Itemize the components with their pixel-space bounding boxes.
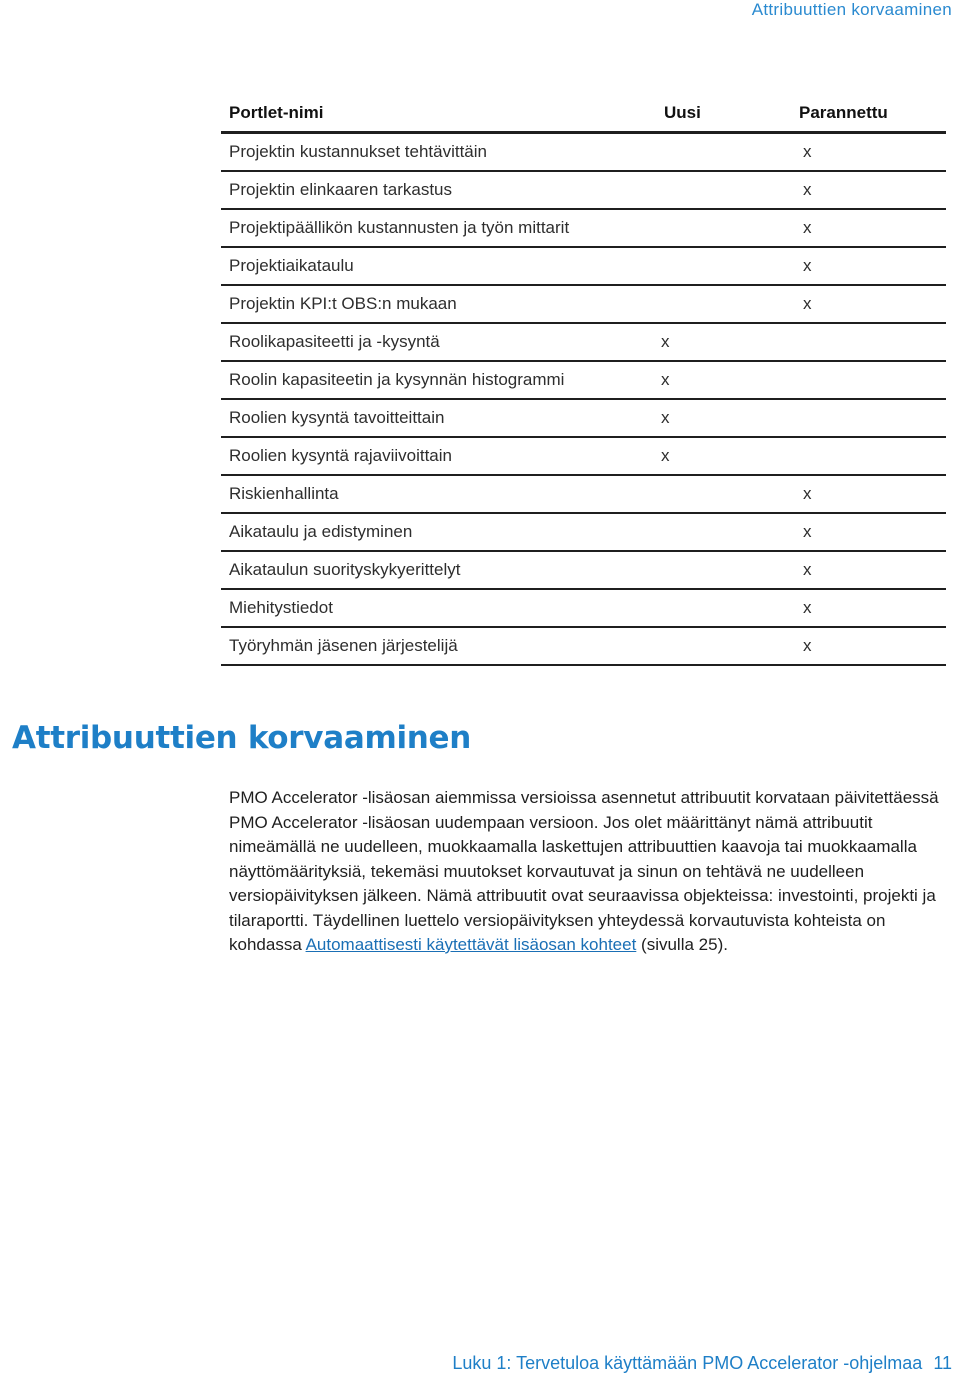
cell-improved-mark: x [787,171,946,209]
cell-improved-mark: x [787,513,946,551]
cell-improved-mark: x [787,285,946,323]
cell-portlet-name: Roolikapasiteetti ja -kysyntä [221,323,649,361]
cell-new-mark [649,133,787,172]
cell-improved-mark: x [787,627,946,665]
portlet-table [221,95,946,666]
cell-improved-mark: x [787,475,946,513]
cell-improved-mark: x [787,247,946,285]
cell-improved-mark: x [787,209,946,247]
cell-new-mark [649,551,787,589]
cross-reference-link[interactable]: Automaattisesti käytettävät lisäosan kohteet [305,935,637,954]
cell-new-mark [649,589,787,627]
cell-improved-mark: x [787,589,946,627]
table-header-row [221,95,946,133]
cell-new-mark [649,285,787,323]
paragraph-text: PMO Accelerator -lisäosan aiemmissa versioissa asennetut attribuutit korvataan päivitettäessä PMO Accelerator -lisäosan uudempaan versioon. Jos olet määrittänyt nämä attribuutit nimeämällä ne uudelleen, muokkaamalla laskettujen attribuuttien kaavoja tai muokkaamalla näyttömäärityksiä, tekemäsi muutokset korvautuvat ja sinun on tehtävä ne uudelleen versiopäivityksen jälkeen. Nämä attribuutit ovat seuraavissa objekteissa: investointi, projekti ja tilaraportti. Täydellinen luettelo versiopäivityksen yhteydessä korvautuvista kohteista on kohdassa [229,788,939,954]
paragraph-text-end: (sivulla 25). [636,935,728,954]
running-header: Attribuuttien korvaaminen [751,0,952,19]
cell-new-mark [649,247,787,285]
cell-portlet-name: Projektipäällikön kustannusten ja työn mittarit [221,209,649,247]
table-row [221,475,946,513]
table-row [221,285,946,323]
page-number: 11 [933,1353,952,1373]
cell-portlet-name: Roolien kysyntä rajaviivoittain [221,437,649,475]
table-row [221,133,946,172]
section-title: Attribuuttien korvaaminen [12,720,472,756]
table-row [221,323,946,361]
cell-portlet-name: Työryhmän jäsenen järjestelijä [221,627,649,665]
cell-improved-mark [787,323,946,361]
cell-new-mark: x [649,323,787,361]
table-row [221,513,946,551]
cell-portlet-name: Riskienhallinta [221,475,649,513]
table-row [221,437,946,475]
table-row [221,399,946,437]
cell-portlet-name: Aikataulun suorityskykyerittelyt [221,551,649,589]
table-row [221,551,946,589]
running-footer [452,1353,952,1374]
cell-new-mark [649,171,787,209]
table-row [221,589,946,627]
cell-new-mark: x [649,437,787,475]
table-row [221,209,946,247]
cell-portlet-name: Projektin KPI:t OBS:n mukaan [221,285,649,323]
cell-portlet-name: Roolin kapasiteetin ja kysynnän histogrammi [221,361,649,399]
cell-new-mark [649,475,787,513]
column-header-improved: Parannettu [787,95,946,133]
section-paragraph [229,786,944,958]
cell-improved-mark [787,437,946,475]
cell-improved-mark: x [787,133,946,172]
table-row [221,627,946,665]
table-row [221,361,946,399]
cell-portlet-name: Aikataulu ja edistyminen [221,513,649,551]
cell-portlet-name: Roolien kysyntä tavoitteittain [221,399,649,437]
cell-improved-mark: x [787,551,946,589]
cell-portlet-name: Projektin elinkaaren tarkastus [221,171,649,209]
cell-new-mark: x [649,399,787,437]
cell-new-mark [649,513,787,551]
cell-portlet-name: Projektiaikataulu [221,247,649,285]
cell-improved-mark [787,399,946,437]
cell-portlet-name: Miehitystiedot [221,589,649,627]
cell-improved-mark [787,361,946,399]
cell-new-mark [649,209,787,247]
table-row [221,171,946,209]
column-header-new: Uusi [649,95,787,133]
cell-new-mark [649,627,787,665]
footer-chapter: Luku 1: Tervetuloa käyttämään PMO Accelerator -ohjelmaa [452,1353,923,1373]
column-header-name: Portlet-nimi [221,95,649,133]
cell-portlet-name: Projektin kustannukset tehtävittäin [221,133,649,172]
table-row [221,247,946,285]
cell-new-mark: x [649,361,787,399]
